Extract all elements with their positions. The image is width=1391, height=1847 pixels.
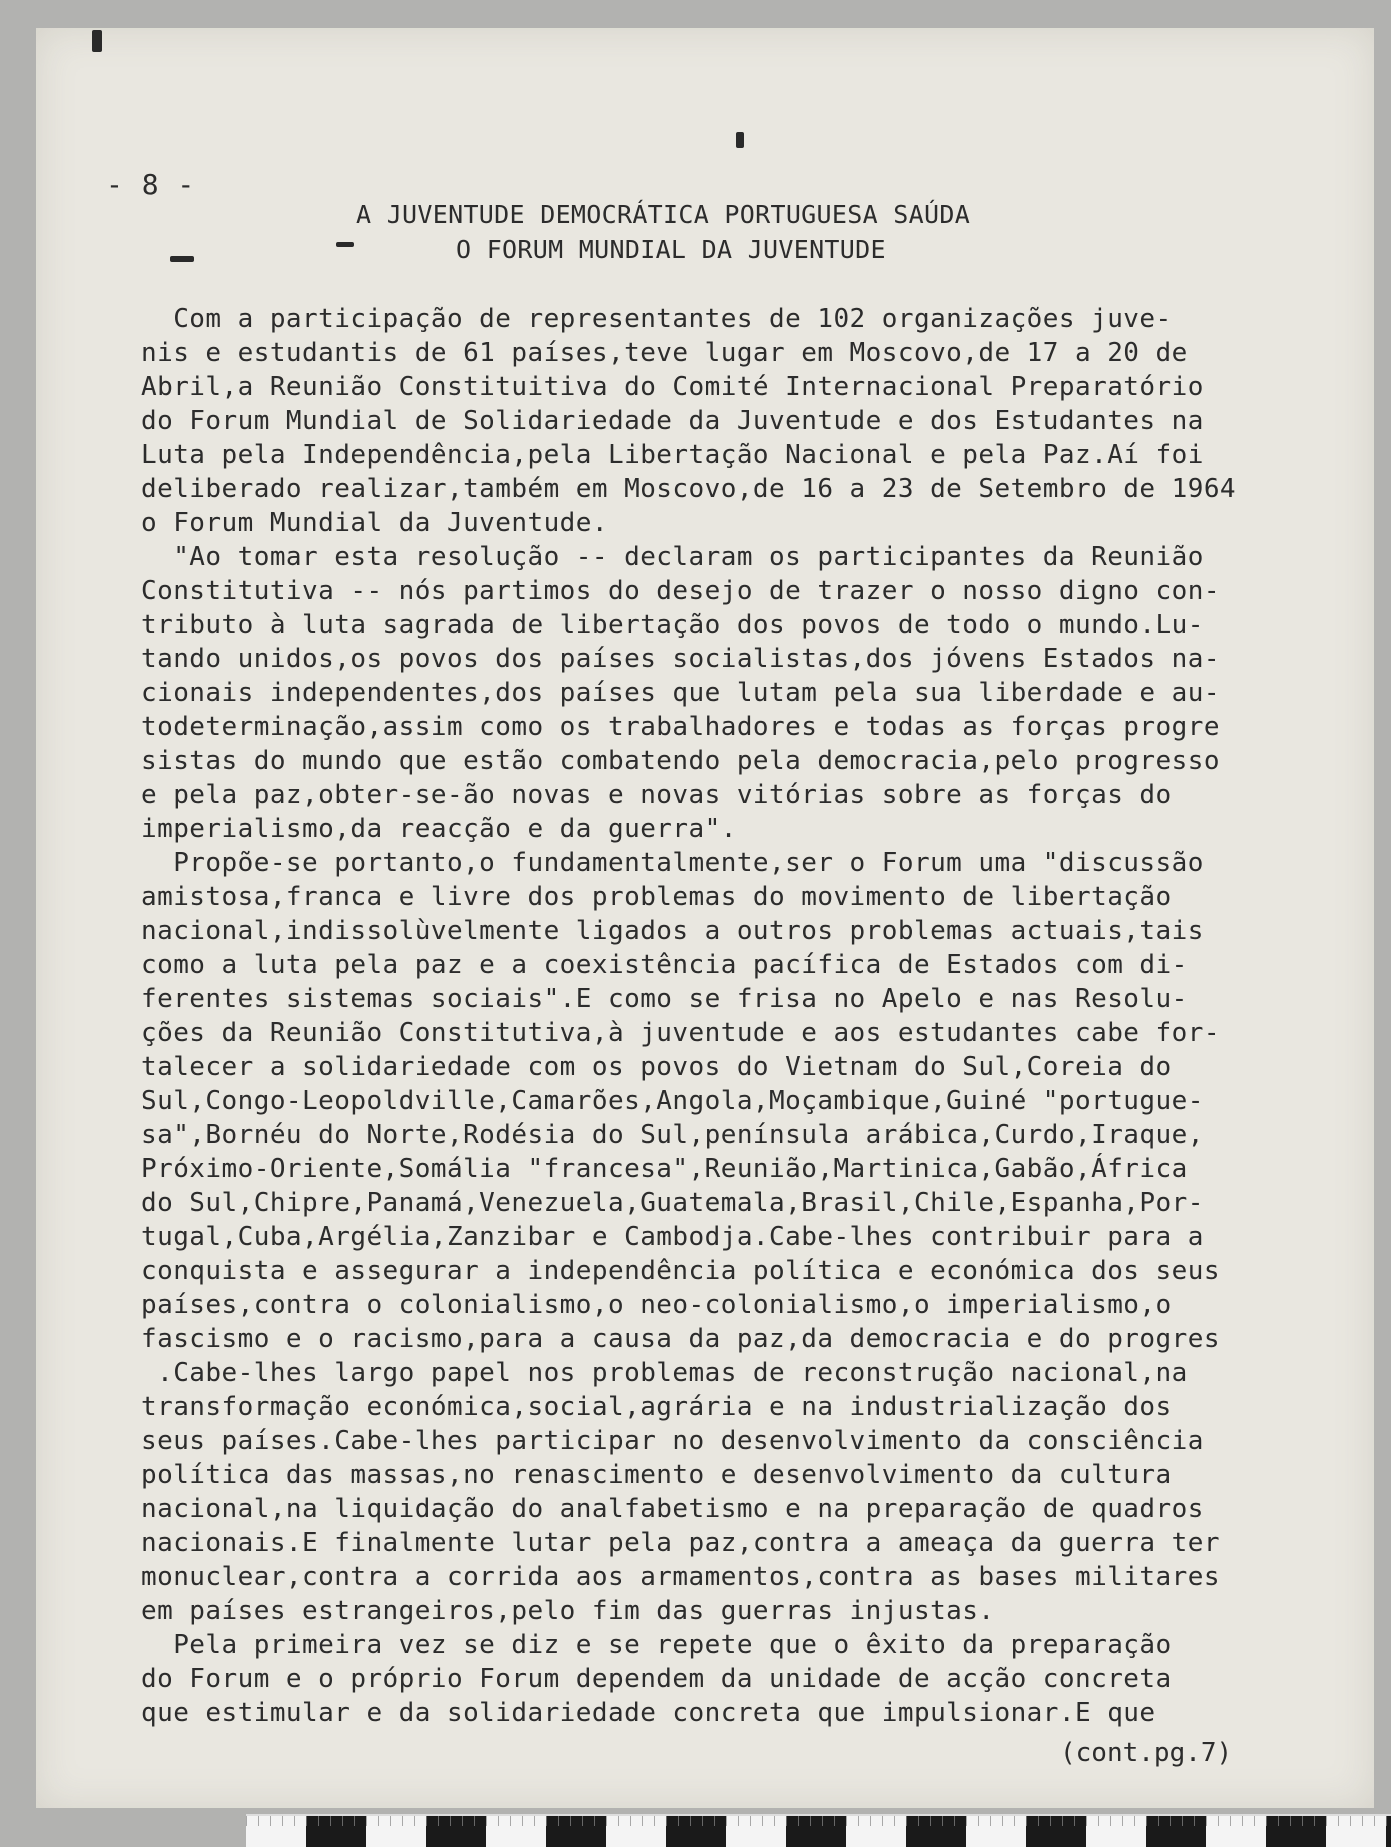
page-number: - 8 - xyxy=(106,168,196,201)
title-line-1: A JUVENTUDE DEMOCRÁTICA PORTUGUESA SAÚDA xyxy=(356,200,971,229)
text-line: nacional,indissolùvelmente ligados a outros problemas actuais,tais xyxy=(141,916,1204,946)
text-line: países,contra o colonialismo,o neo-colonialismo,o imperialismo,o xyxy=(141,1290,1172,1320)
text-line: tributo à luta sagrada de libertação dos povos de todo o mundo.Lu- xyxy=(141,610,1204,640)
ink-mark xyxy=(336,242,354,247)
text-line: nacional,na liquidação do analfabetismo e na preparação de quadros xyxy=(141,1494,1204,1524)
text-line: em países estrangeiros,pelo fim das guerras injustas. xyxy=(141,1596,995,1626)
scan-ruler xyxy=(246,1814,1391,1847)
text-line: Constitutiva -- nós partimos do desejo de trazer o nosso digno con- xyxy=(141,576,1220,606)
text-line: como a luta pela paz e a coexistência pacífica de Estados com di- xyxy=(141,950,1188,980)
text-line: "Ao tomar esta resolução -- declaram os participantes da Reunião xyxy=(141,542,1204,572)
ink-mark xyxy=(736,132,744,148)
text-line: Sul,Congo-Leopoldville,Camarões,Angola,Moçambique,Guiné "portugue- xyxy=(141,1086,1204,1116)
text-line: .Cabe-lhes largo papel nos problemas de reconstrução nacional,na xyxy=(141,1358,1188,1388)
ruler-ticks xyxy=(246,1816,1391,1826)
text-line: todeterminação,assim como os trabalhadores e todas as forças progre xyxy=(141,712,1220,742)
text-line: o Forum Mundial da Juventude. xyxy=(141,508,608,538)
text-line: Propõe-se portanto,o fundamentalmente,ser o Forum uma "discussão xyxy=(141,848,1204,878)
text-line: que estimular e da solidariedade concreta que impulsionar.E que xyxy=(141,1698,1156,1728)
text-line: talecer a solidariedade com os povos do Vietnam do Sul,Coreia do xyxy=(141,1052,1172,1082)
body-text xyxy=(141,302,1341,1730)
text-line: imperialismo,da reacção e da guerra". xyxy=(141,814,737,844)
title-line-2: O FORUM MUNDIAL DA JUVENTUDE xyxy=(456,235,886,264)
ink-mark xyxy=(92,30,102,52)
text-line: seus países.Cabe-lhes participar no desenvolvimento da consciência xyxy=(141,1426,1204,1456)
text-line: e pela paz,obter-se-ão novas e novas vitórias sobre as forças do xyxy=(141,780,1172,810)
text-line: fascismo e o racismo,para a causa da paz,da democracia e do progres xyxy=(141,1324,1220,1354)
text-line: deliberado realizar,também em Moscovo,de 16 a 23 de Setembro de 1964 xyxy=(141,474,1237,504)
text-line: Com a participação de representantes de 102 organizações juve- xyxy=(141,304,1172,334)
text-line: Pela primeira vez se diz e se repete que o êxito da preparação xyxy=(141,1630,1172,1660)
text-line: nis e estudantis de 61 países,teve lugar em Moscovo,de 17 a 20 de xyxy=(141,338,1188,368)
text-line: monuclear,contra a corrida aos armamentos,contra as bases militares xyxy=(141,1562,1220,1592)
continuation-note: (cont.pg.7) xyxy=(1060,1738,1233,1768)
text-line: do Forum e o próprio Forum dependem da unidade de acção concreta xyxy=(141,1664,1172,1694)
text-line: tugal,Cuba,Argélia,Zanzibar e Cambodja.Cabe-lhes contribuir para a xyxy=(141,1222,1204,1252)
text-line: do Forum Mundial de Solidariedade da Juventude e dos Estudantes na xyxy=(141,406,1204,436)
text-line: nacionais.E finalmente lutar pela paz,contra a ameaça da guerra ter xyxy=(141,1528,1220,1558)
text-line: amistosa,franca e livre dos problemas do movimento de libertação xyxy=(141,882,1172,912)
text-line: ferentes sistemas sociais".E como se frisa no Apelo e nas Resolu- xyxy=(141,984,1188,1014)
text-line: Luta pela Independência,pela Libertação Nacional e pela Paz.Aí foi xyxy=(141,440,1204,470)
text-line: Próximo-Oriente,Somália "francesa",Reunião,Martinica,Gabão,África xyxy=(141,1154,1188,1184)
ink-mark xyxy=(170,256,194,262)
text-line: conquista e assegurar a independência política e económica dos seus xyxy=(141,1256,1220,1286)
text-line: Abril,a Reunião Constituitiva do Comité Internacional Preparatório xyxy=(141,372,1204,402)
text-line: sa",Bornéu do Norte,Rodésia do Sul,península arábica,Curdo,Iraque, xyxy=(141,1120,1204,1150)
text-line: ções da Reunião Constitutiva,à juventude e aos estudantes cabe for- xyxy=(141,1018,1220,1048)
text-line: do Sul,Chipre,Panamá,Venezuela,Guatemala,Brasil,Chile,Espanha,Por- xyxy=(141,1188,1204,1218)
text-line: transformação económica,social,agrária e na industrialização dos xyxy=(141,1392,1172,1422)
text-line: cionais independentes,dos países que lutam pela sua liberdade e au- xyxy=(141,678,1220,708)
text-line: sistas do mundo que estão combatendo pela democracia,pelo progresso xyxy=(141,746,1220,776)
text-line: política das massas,no renascimento e desenvolvimento da cultura xyxy=(141,1460,1172,1490)
text-line: tando unidos,os povos dos países socialistas,dos jóvens Estados na- xyxy=(141,644,1220,674)
